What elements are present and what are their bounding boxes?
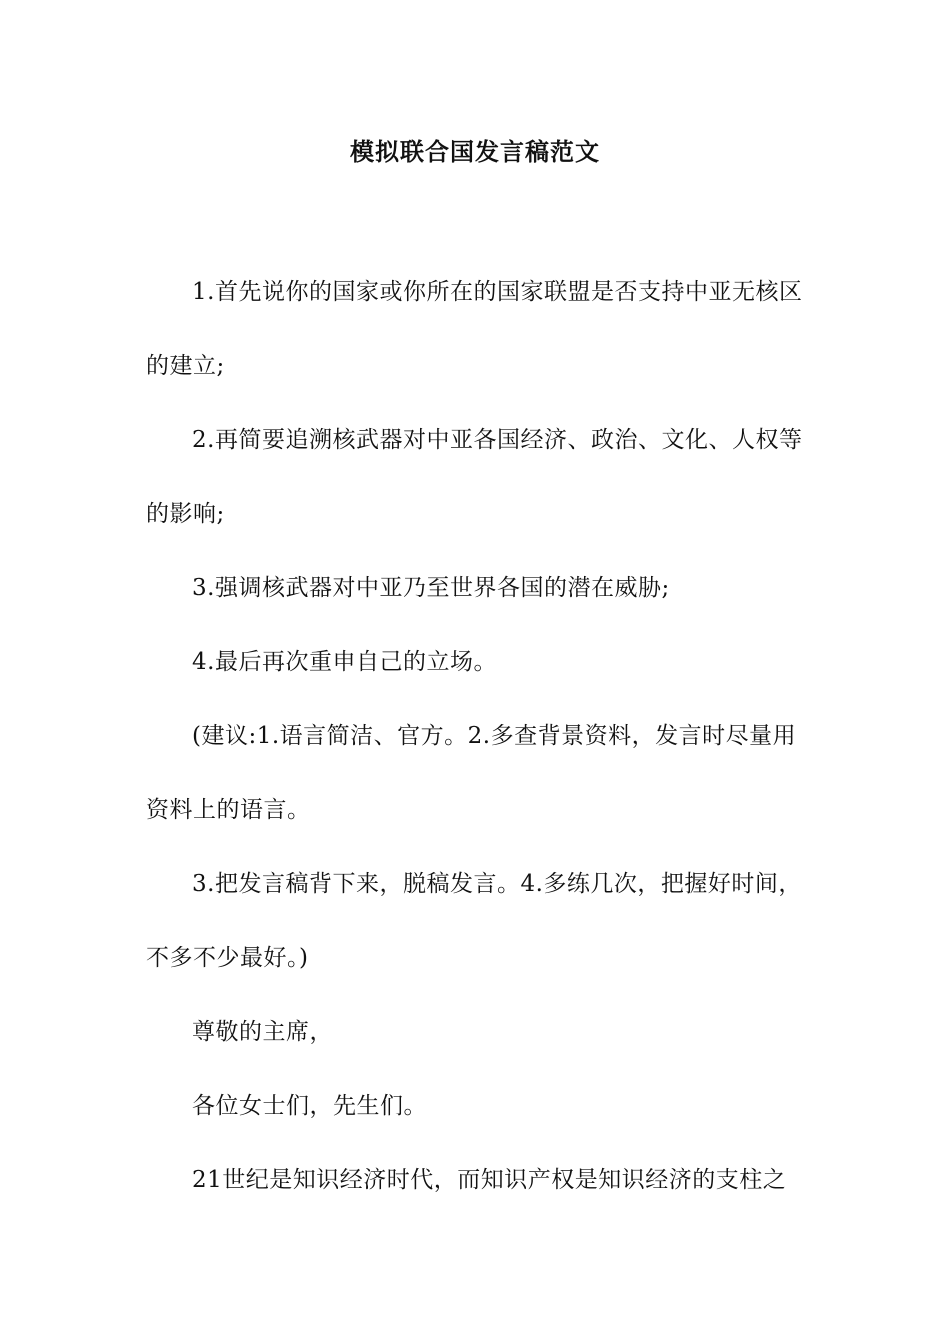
salutation-chair: 尊敬的主席， — [192, 1019, 333, 1045]
paragraph-1: 1.首先说你的国家或你所在的国家联盟是否支持中亚无核区的建立; — [146, 279, 803, 379]
salutation-audience: 各位女士们，先生们。 — [192, 1093, 427, 1119]
document-title: 模拟联合国发言稿范文 — [350, 138, 600, 166]
paragraph-2: 2.再简要追溯核武器对中亚各国经济、政治、文化、人权等的影响; — [146, 427, 803, 527]
paragraph-3: 3.强调核武器对中亚乃至世界各国的潜在威胁; — [192, 575, 670, 601]
paragraph-suggestion-1: (建议:1.语言简洁、官方。2.多查背景资料，发言时尽量用资料上的语言。 — [146, 723, 797, 823]
paragraph-speech-start: 21世纪是知识经济时代，而知识产权是知识经济的支柱之 — [192, 1167, 787, 1193]
paragraph-suggestion-2: 3.把发言稿背下来，脱稿发言。4.多练几次，把握好时间，不多不少最好。) — [146, 871, 802, 971]
paragraph-4: 4.最后再次重申自己的立场。 — [192, 649, 497, 675]
document-body — [146, 255, 816, 1217]
